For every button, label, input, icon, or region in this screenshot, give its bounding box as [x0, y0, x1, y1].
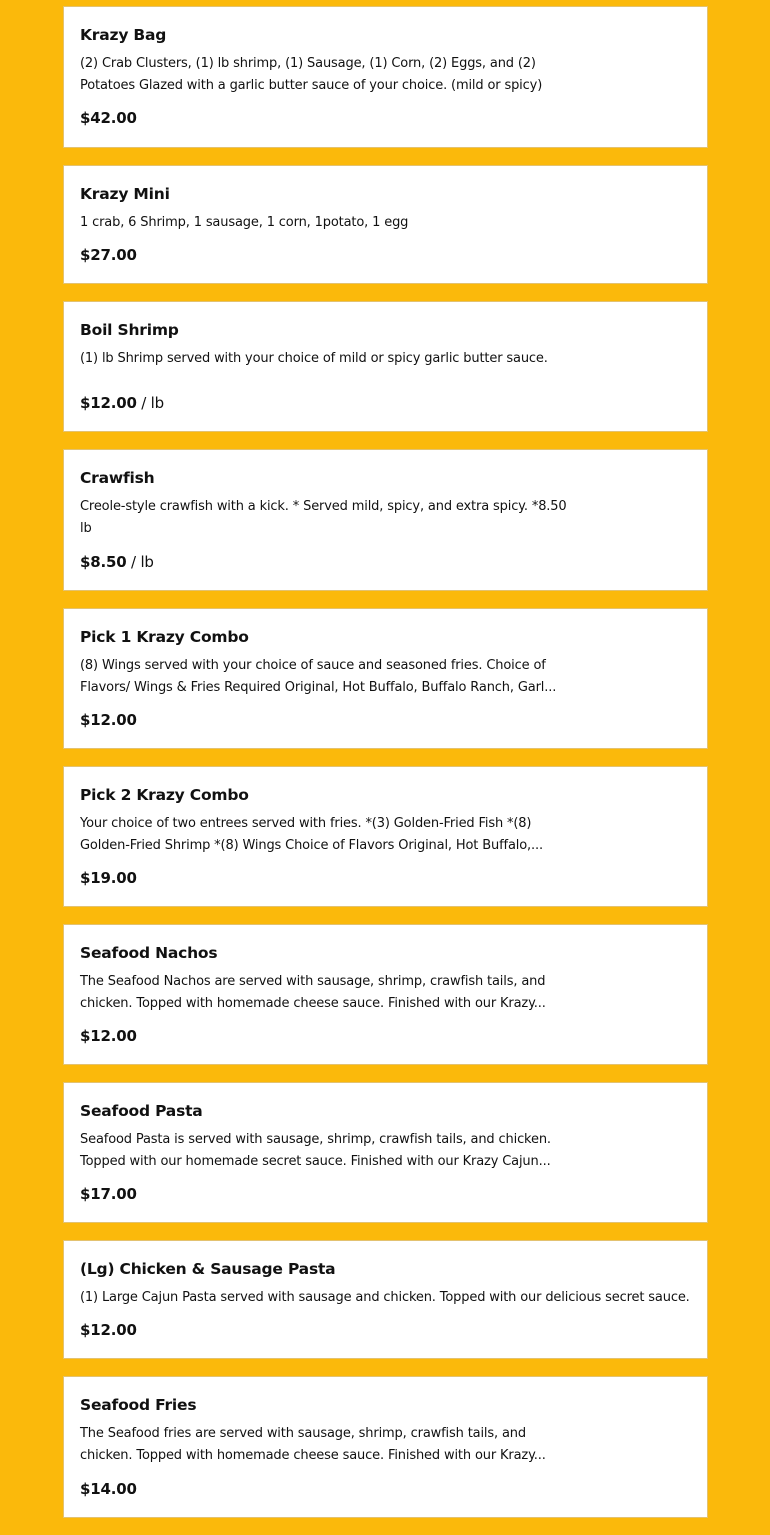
menu-item-description: Seafood Pasta is served with sausage, shrimp, crawfish tails, and chicken. Topped with our homemade secret sauce. Finished with our Krazy Cajun... — [80, 1132, 551, 1169]
price-amount: $12.00 — [80, 1321, 137, 1339]
menu-item-name: Seafood Nachos — [80, 944, 218, 962]
menu-item-description: Your choice of two entrees served with fries. *(3) Golden-Fried Fish *(8) Golden-Fried Shrimp *(8) Wings Choice of Flavors Original, Hot Buffalo,... — [80, 816, 543, 853]
menu-item-card-seafood-pasta[interactable] — [63, 1082, 708, 1223]
price-amount: $17.00 — [80, 1185, 137, 1203]
menu-item-name: Krazy Mini — [80, 185, 170, 203]
menu-item-card-seafood-nachos[interactable] — [63, 924, 708, 1065]
menu-item-description: (8) Wings served with your choice of sauce and seasoned fries. Choice of Flavors/ Wings & Fries Required Original, Hot Buffalo, Buffalo Ranch, Garl... — [80, 658, 557, 695]
price-amount: $12.00 — [80, 394, 137, 412]
price-amount: $12.00 — [80, 1027, 137, 1045]
menu-item-price — [80, 1184, 137, 1204]
menu-item-price — [80, 1479, 137, 1499]
menu-item-description: (2) Crab Clusters, (1) lb shrimp, (1) Sausage, (1) Corn, (2) Eggs, and (2) Potatoes Glazed with a garlic butter sauce of your choice. (mild or spicy) — [80, 56, 543, 93]
menu-item-name: Pick 2 Krazy Combo — [80, 786, 249, 804]
menu-item-price — [80, 108, 137, 128]
menu-item-description: (1) Large Cajun Pasta served with sausage and chicken. Topped with our delicious secret sauce. — [80, 1290, 690, 1305]
price-amount: $27.00 — [80, 246, 137, 264]
menu-item-card-krazy-bag[interactable] — [63, 6, 708, 148]
menu-item-description: The Seafood fries are served with sausage, shrimp, crawfish tails, and chicken. Topped with homemade cheese sauce. Finished with our Krazy... — [80, 1426, 546, 1463]
menu-item-price — [80, 1320, 137, 1340]
menu-item-card-pick-1-krazy-combo[interactable] — [63, 608, 708, 749]
menu-item-description: (1) lb Shrimp served with your choice of mild or spicy garlic butter sauce. — [80, 351, 548, 366]
menu-item-price — [80, 552, 154, 572]
menu-item-name: Seafood Pasta — [80, 1102, 203, 1120]
price-unit: / lb — [126, 553, 154, 571]
menu-item-card-boil-shrimp[interactable] — [63, 301, 708, 432]
menu-item-name: Crawfish — [80, 469, 155, 487]
menu-item-price — [80, 1026, 137, 1046]
menu-item-list — [63, 6, 708, 1535]
menu-item-description: Creole-style crawfish with a kick. * Served mild, spicy, and extra spicy. *8.50 lb — [80, 499, 567, 536]
menu-item-description: The Seafood Nachos are served with sausage, shrimp, crawfish tails, and chicken. Topped with homemade cheese sauce. Finished with our Krazy... — [80, 974, 546, 1011]
menu-item-card-lg-chicken-sausage-pasta[interactable] — [63, 1240, 708, 1359]
price-unit: / lb — [136, 394, 164, 412]
menu-item-name: (Lg) Chicken & Sausage Pasta — [80, 1260, 336, 1278]
price-amount: $14.00 — [80, 1480, 137, 1498]
menu-item-card-seafood-fries[interactable] — [63, 1376, 708, 1518]
price-amount: $8.50 — [80, 553, 127, 571]
price-amount: $42.00 — [80, 109, 137, 127]
menu-item-card-krazy-mini[interactable] — [63, 165, 708, 284]
price-amount: $12.00 — [80, 711, 137, 729]
menu-item-card-pick-2-krazy-combo[interactable] — [63, 766, 708, 907]
menu-item-price — [80, 393, 164, 413]
menu-item-price — [80, 710, 137, 730]
menu-item-description: 1 crab, 6 Shrimp, 1 sausage, 1 corn, 1potato, 1 egg — [80, 215, 409, 230]
price-amount: $19.00 — [80, 869, 137, 887]
menu-item-name: Pick 1 Krazy Combo — [80, 628, 249, 646]
menu-item-card-crawfish[interactable] — [63, 449, 708, 591]
menu-item-name: Krazy Bag — [80, 26, 167, 44]
menu-item-price — [80, 868, 137, 888]
menu-item-price — [80, 245, 137, 265]
menu-item-name: Seafood Fries — [80, 1396, 197, 1414]
menu-item-name: Boil Shrimp — [80, 321, 179, 339]
